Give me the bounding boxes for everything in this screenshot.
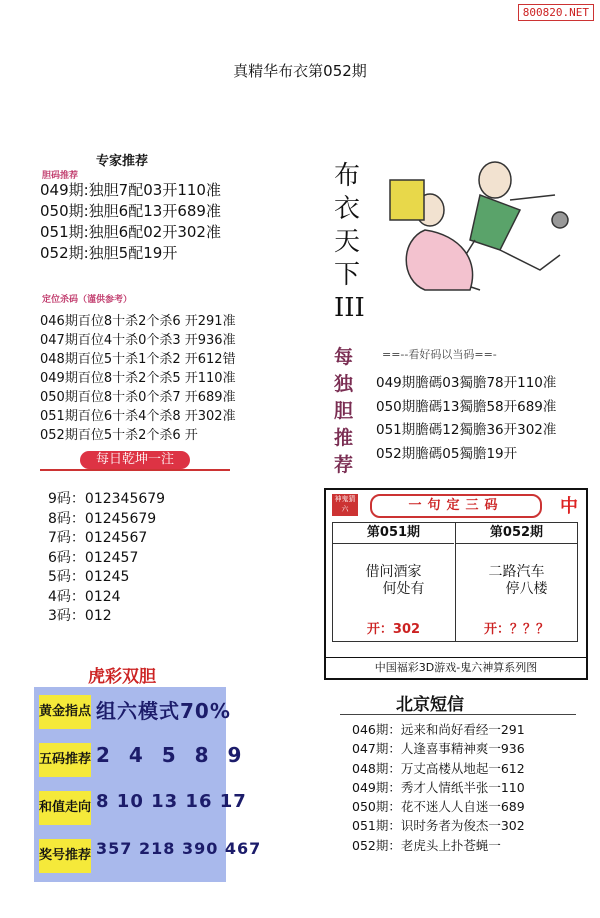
expert-line: 050期:独胆6配13开689准: [40, 202, 221, 220]
col-text: [456, 564, 577, 598]
bold-line: 050期膽碼13獨膽58开689准: [376, 398, 557, 415]
col-text-line: 借问酒家: [365, 564, 422, 580]
beijing-heading: 北京短信: [396, 695, 464, 715]
tiger-row-value: 2 4 5 8 9: [96, 743, 248, 767]
cartoon-caption: 布衣天下III: [334, 161, 365, 323]
beijing-line: 049期：秀才人情纸半张一110: [352, 779, 525, 795]
tiger-row: [34, 833, 262, 879]
beijing-line: 046期：远来和尚好看经一291: [352, 722, 525, 737]
kill-line: 052期百位5十杀2个杀6 开: [40, 428, 198, 443]
code-line: 4码：0124: [48, 588, 121, 605]
tiger-row: [34, 737, 248, 783]
beijing-divider: [340, 714, 576, 715]
tiger-row-label: 五码推荐: [39, 743, 91, 777]
box-footer: 中国福彩3D游戏-鬼六神算系列图: [326, 657, 586, 678]
col-header: 第051期: [333, 523, 454, 544]
expert-line: 051期:独胆6配02开302准: [40, 223, 221, 241]
single-bold-lines: [376, 372, 556, 466]
expert-sub-label: 胆码推荐: [42, 171, 79, 181]
sentence-box-top: [332, 494, 580, 518]
expert-lines: [40, 180, 221, 264]
sentence-box: [324, 488, 588, 680]
box-tag: 神鬼猜六: [332, 494, 358, 516]
expert-line: 052期:独胆5配19开: [40, 244, 178, 262]
bold-line: 049期膽碼03獨膽78开110准: [376, 375, 557, 391]
col-text-line: 何处有: [382, 581, 425, 597]
col-text: [333, 564, 454, 598]
col-open: 开：302: [366, 622, 421, 637]
position-kill-lines: [40, 312, 236, 445]
tiger-row: [34, 689, 231, 735]
kill-line: 050期百位8十杀0个杀7 开689准: [40, 390, 236, 405]
site-badge: 800820.NET: [518, 4, 594, 21]
beijing-line: 050期：花不迷人人自迷一689: [352, 799, 525, 815]
tiger-row-label: 和值走向: [39, 791, 91, 825]
beijing-line: 047期：人逢喜事精神爽一936: [352, 741, 525, 757]
col-text-line: 停八楼: [505, 581, 548, 597]
tiger-grid: [34, 687, 262, 882]
col-open: 开：？？？: [483, 622, 549, 637]
kill-line: 051期百位6十杀4个杀8 开302准: [40, 409, 236, 424]
beijing-line: 048期：万丈高楼从地起一612: [352, 760, 525, 776]
code-line: 9码：012345679: [48, 491, 166, 507]
col-header: 第052期: [456, 523, 577, 544]
kill-line: 049期百位8十杀2个杀5 开110准: [40, 371, 236, 386]
box-title: 一句定三码: [370, 494, 542, 518]
code-line: 5码：01245: [48, 569, 130, 585]
beijing-lines: [352, 720, 525, 855]
single-bold-tip: ==--看好码以当码==-: [382, 348, 497, 361]
beijing-line: 051期：识时务者为俊杰一302: [352, 818, 525, 834]
tiger-row-label: 黄金指点: [39, 695, 91, 729]
beijing-line: 052期：老虎头上扑苍蝇一: [352, 837, 501, 853]
kill-line: 046期百位8十杀2个杀6 开291准: [40, 314, 236, 329]
sentence-table: [332, 522, 578, 642]
page-title: 真精华布衣第052期: [233, 62, 367, 80]
bold-line: 052期膽碼05獨膽19开: [376, 445, 518, 462]
kill-line: 048期百位5十杀1个杀2 开612错: [40, 352, 236, 367]
code-line: 7码：0124567: [48, 530, 148, 546]
tiger-row-value: 8 10 13 16 17: [96, 791, 247, 812]
position-kill-label: 定位杀码（谨供参考）: [42, 295, 133, 305]
box-badge: 中: [560, 496, 578, 517]
expert-line: 049期:独胆7配03开110准: [40, 181, 221, 199]
col-text-line: 二路汽车: [488, 564, 545, 580]
tiger-row-value: 357 218 390 467: [96, 839, 262, 858]
tiger-row: [34, 785, 247, 831]
kill-line: 047期百位4十杀0个杀3 开936准: [40, 333, 236, 348]
code-line: 3码：012: [48, 608, 112, 624]
daily-heading: 每日乾坤一注: [80, 451, 190, 469]
sentence-col: [333, 523, 454, 641]
daily-heading-bar: [40, 451, 230, 471]
sentence-col: [455, 523, 577, 641]
tiger-heading: 虎彩双胆: [88, 667, 156, 687]
expert-heading: 专家推荐: [96, 154, 149, 169]
single-bold-vertical-label: 每独胆推荐: [334, 346, 354, 476]
cartoon-illustration: [330, 140, 580, 300]
tiger-row-value: 组六模式70%: [96, 699, 231, 723]
code-line: 6码：012457: [48, 549, 139, 566]
bold-line: 051期膽碼12獨膽36开302准: [376, 422, 557, 438]
daily-codes: [48, 490, 165, 627]
code-line: 8码：01245679: [48, 510, 157, 527]
tiger-row-label: 奖号推荐: [39, 839, 91, 873]
